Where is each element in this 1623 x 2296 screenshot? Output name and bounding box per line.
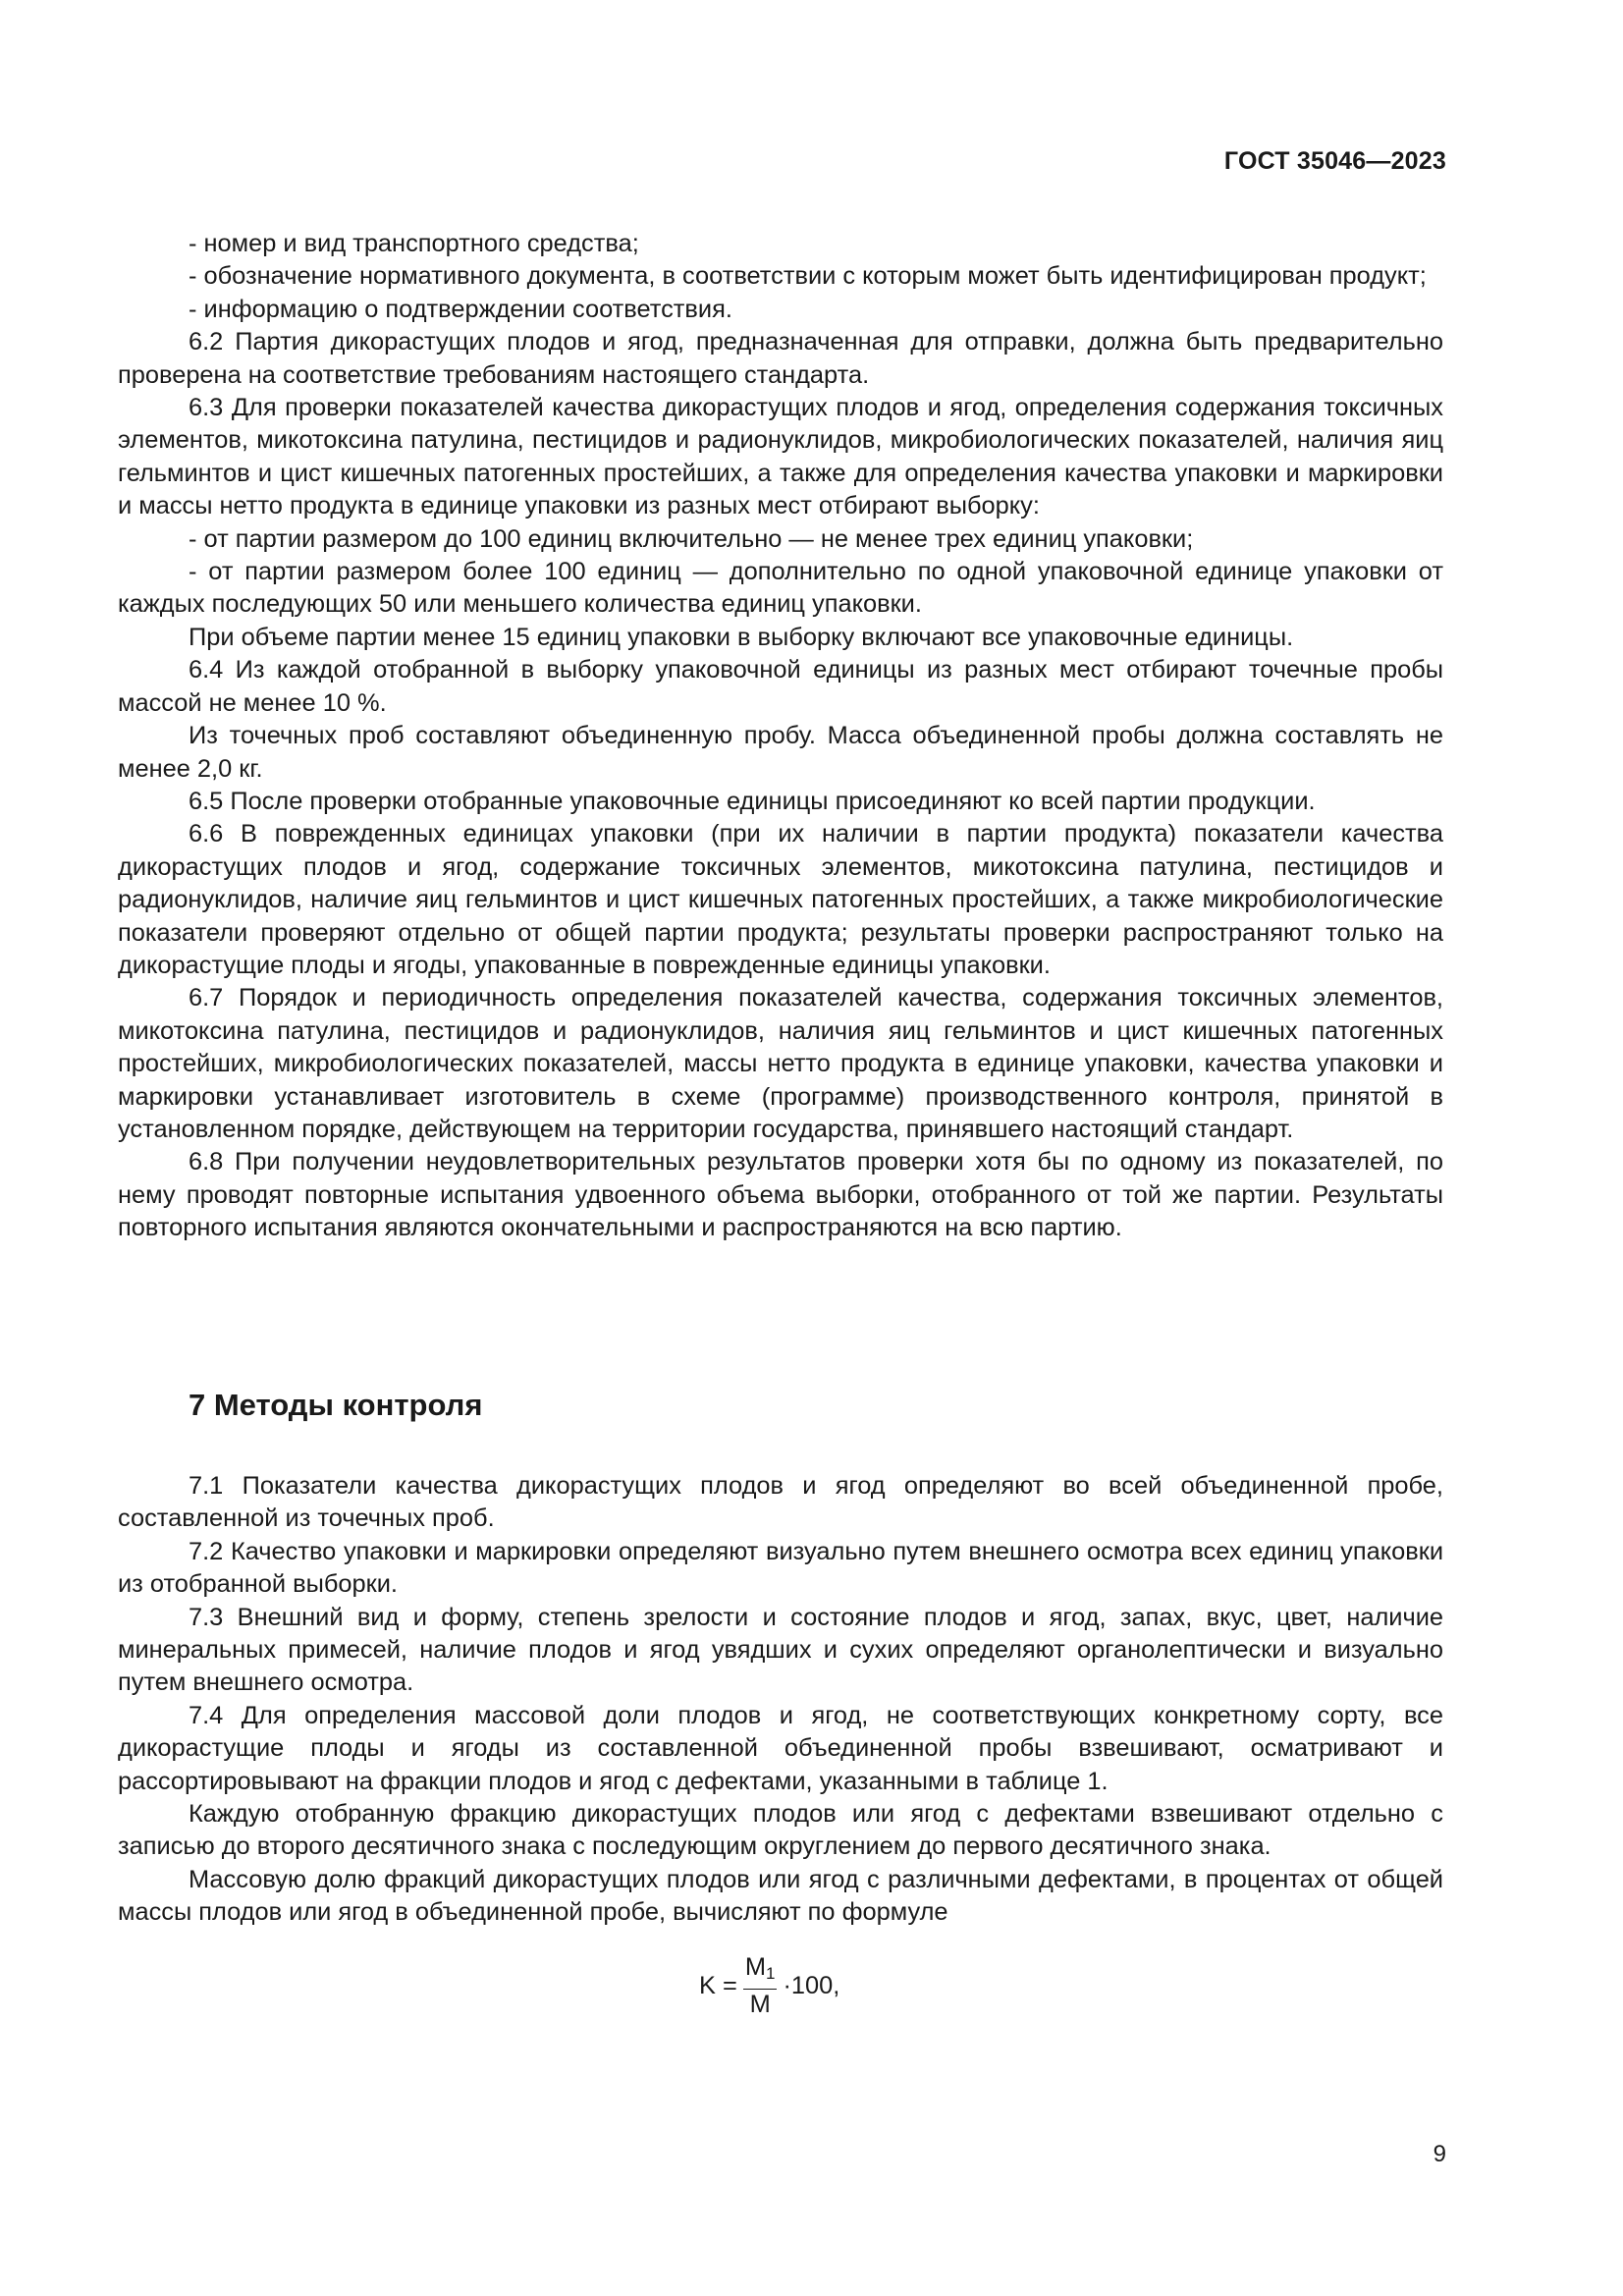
paragraph-7-1: 7.1 Показатели качества дикорастущих плодов и ягод определяют во всей объединенной пробе, составленной из точечных проб.	[118, 1472, 1443, 1533]
list-item: - информацию о подтверждении соответствия.	[189, 295, 732, 323]
formula-numerator	[743, 1954, 778, 1990]
paragraph-6-7: 6.7 Порядок и периодичность определения показателей качества, содержания токсичных элементов, микотоксина патулина, пестицидов и радионуклидов, наличия яиц гельминтов и цист кишечных патогенных простейших, микробиологических показателей, массы нетто продукта в единице упаковки, качества упаковки и маркировки устанавливает изготовитель в схеме (программе) производственного контроля, принятой в установленном порядке, действующем на территории государства, принявшего настоящий стандарт.	[118, 984, 1443, 1143]
paragraph-6-2: 6.2 Партия дикорастущих плодов и ягод, предназначенная для отправки, должна быть предварительно проверена на соответствие требованиям настоящего стандарта.	[118, 328, 1443, 389]
paragraph-6-5: 6.5 После проверки отобранные упаковочные единицы присоединяют ко всей партии продукции.	[189, 787, 1316, 815]
paragraph: Массовую долю фракций дикорастущих плодов или ягод с различными дефектами, в процентах от общей массы плодов или ягод в объединенной пробе, вычисляют по формуле	[118, 1865, 1443, 1927]
paragraph-7-3: 7.3 Внешний вид и форму, степень зрелости и состояние плодов и ягод, запах, вкус, цвет, наличие минеральных примесей, наличие плодов и ягод увядших и сухих определяют органолептически и визуально путем внешнего осмотра.	[118, 1603, 1443, 1697]
paragraph-7-2: 7.2 Качество упаковки и маркировки определяют визуально путем внешнего осмотра всех единиц упаковки из отобранной выборки.	[118, 1537, 1443, 1599]
paragraph-6-4: 6.4 Из каждой отобранной в выборку упаковочной единицы из разных мест отбирают точечные пробы массой не менее 10 %.	[118, 656, 1443, 717]
paragraph: Из точечных проб составляют объединенную пробу. Масса объединенной пробы должна составлять не менее 2,0 кг.	[118, 722, 1443, 783]
paragraph-6-3: 6.3 Для проверки показателей качества дикорастущих плодов и ягод, определения содержания токсичных элементов, микотоксина патулина, пестицидов и радионуклидов, микробиологических показателей, наличия яиц гельминтов и цист кишечных патогенных простейших, а также для определения качества упаковки и маркировки и массы нетто продукта в единице упаковки из разных мест отбирают выборку:	[118, 394, 1443, 520]
list-item: - от партии размером более 100 единиц — дополнительно по одной упаковочной единице упаковки от каждых последующих 50 или меньшего количества единиц упаковки.	[118, 558, 1443, 619]
paragraph-6-6: 6.6 В поврежденных единицах упаковки (при их наличии в партии продукта) показатели качества дикорастущих плодов и ягод, содержание токсичных элементов, микотоксина патулина, пестицидов и радионуклидов, наличие яиц гельминтов и цист кишечных патогенных простейших, а также микробиологические показатели проверяют отдельно от общей партии продукта; результаты проверки распространяют только на дикорастущие плоды и ягоды, упакованные в поврежденные единицы упаковки.	[118, 820, 1443, 979]
paragraph-7-4: 7.4 Для определения массовой доли плодов и ягод, не соответствующих конкретному сорту, все дикорастущие плоды и ягоды из составленной объединенной пробы взвешивают, осматривают и рассортировывают на фракции плодов и ягод с дефектами, указанными в таблице 1.	[118, 1701, 1443, 1795]
formula-rhs: ·100,	[783, 1972, 840, 1999]
formula-denominator: M	[749, 1991, 771, 2018]
numerator-subscript: 1	[765, 1964, 776, 1983]
paragraph-6-8: 6.8 При получении неудовлетворительных результатов проверки хотя бы по одному из показателей, по нему проводят повторные испытания удвоенного объема выборки, отобранного от той же партии. Результаты повторного испытания являются окончательными и распространяются на всю партию.	[118, 1148, 1443, 1242]
formula-fraction	[743, 1954, 778, 2018]
formula	[699, 1954, 839, 2018]
numerator-symbol: M	[744, 1953, 766, 1981]
page-number: 9	[1433, 2141, 1446, 2167]
list-item: - обозначение нормативного документа, в соответствии с которым может быть идентифицирован продукт;	[189, 262, 1427, 291]
document-code-header: ГОСТ 35046—2023	[1223, 147, 1446, 175]
body-text-bottom	[118, 1470, 1443, 1930]
section-heading: 7 Методы контроля	[189, 1388, 483, 1422]
list-item: - от партии размером до 100 единиц включительно — не менее трех единиц упаковки;	[189, 524, 1194, 553]
formula-lhs: K =	[699, 1972, 737, 1999]
paragraph: Каждую отобранную фракцию дикорастущих плодов или ягод с дефектами взвешивают отдельно с записью до второго десятичного знака с последующим округлением до первого десятичного знака.	[118, 1800, 1443, 1861]
list-item: - номер и вид транспортного средства;	[189, 230, 639, 257]
body-text-top	[118, 228, 1443, 1245]
paragraph: При объеме партии менее 15 единиц упаковки в выборку включают все упаковочные единицы.	[189, 623, 1294, 651]
